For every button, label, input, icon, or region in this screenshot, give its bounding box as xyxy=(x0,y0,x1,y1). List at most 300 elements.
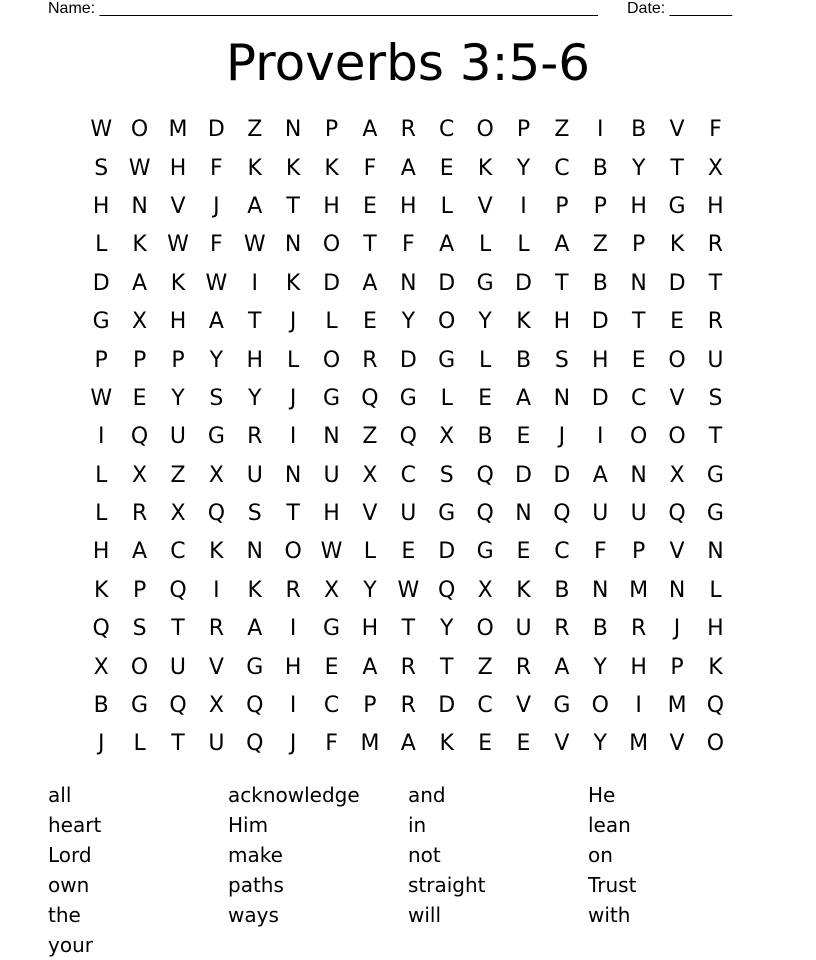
grid-letter: W xyxy=(167,232,189,258)
grid-letter: H xyxy=(592,347,609,373)
grid-letter: U xyxy=(400,501,417,527)
grid-letter: Z xyxy=(247,117,263,143)
grid-letter: D xyxy=(591,309,609,335)
grid-letter: G xyxy=(476,539,494,565)
grid-letter: M xyxy=(629,577,649,603)
grid-letter: X xyxy=(132,462,148,488)
grid-letter: M xyxy=(667,693,687,719)
grid-letter: P xyxy=(363,693,377,719)
grid-letter: K xyxy=(93,577,109,603)
grid-letter: R xyxy=(400,117,416,143)
grid-letter: E xyxy=(670,309,684,335)
grid-letter: B xyxy=(592,270,608,296)
grid-letter: E xyxy=(439,155,454,181)
grid-letter: V xyxy=(362,501,378,527)
grid-letter: Q xyxy=(207,501,226,527)
grid-letter: T xyxy=(363,232,377,258)
grid-letter: X xyxy=(208,462,224,488)
grid-letter: F xyxy=(210,232,223,258)
grid-letter: Z xyxy=(362,424,378,450)
grid-letter: E xyxy=(362,309,377,335)
grid-letter: A xyxy=(132,270,148,296)
grid-letter: F xyxy=(363,155,377,181)
grid-letter: L xyxy=(709,577,722,603)
word-bank-item: paths xyxy=(228,873,284,897)
grid-letter: A xyxy=(515,385,532,411)
grid-letter: Y xyxy=(363,577,377,603)
grid-letter: P xyxy=(593,193,607,219)
grid-letter: E xyxy=(478,731,493,757)
word-bank-item: heart xyxy=(48,813,102,837)
grid-letter: F xyxy=(709,117,722,143)
grid-letter: R xyxy=(707,309,724,335)
grid-letter: D xyxy=(553,462,571,488)
grid-letter: T xyxy=(171,731,185,757)
grid-letter: X xyxy=(93,654,109,680)
grid-letter: P xyxy=(132,577,147,603)
grid-letter: U xyxy=(707,347,724,373)
grid-letter: D xyxy=(92,270,110,296)
grid-letter: Q xyxy=(668,501,686,527)
grid-letter: X xyxy=(324,577,340,603)
grid-letter: X xyxy=(669,462,685,488)
grid-letter: X xyxy=(170,501,186,527)
grid-letter: L xyxy=(325,309,338,335)
grid-letter: W xyxy=(320,539,343,565)
grid-letter: I xyxy=(597,424,604,450)
word-bank-item: He xyxy=(588,783,616,807)
grid-letter: P xyxy=(171,347,185,373)
grid-letter: I xyxy=(520,193,527,219)
grid-letter: S xyxy=(554,347,569,373)
grid-letter: K xyxy=(209,539,224,565)
grid-letter: P xyxy=(555,193,569,219)
grid-letter: V xyxy=(515,693,532,719)
grid-letter: C xyxy=(400,462,416,488)
grid-letter: K xyxy=(708,654,723,680)
grid-letter: G xyxy=(553,693,571,719)
grid-letter: O xyxy=(476,117,494,143)
grid-letter: E xyxy=(401,539,416,565)
grid-letter: U xyxy=(169,424,187,450)
grid-letter: L xyxy=(478,232,492,258)
word-bank-item: straight xyxy=(408,873,486,897)
word-bank-item: in xyxy=(408,813,427,837)
grid-letter: N xyxy=(630,270,647,296)
grid-letter: Y xyxy=(593,731,607,757)
grid-letter: T xyxy=(171,616,185,642)
grid-letter: Z xyxy=(477,654,493,680)
grid-letter: H xyxy=(400,193,417,219)
grid-letter: Y xyxy=(171,385,185,411)
word-bank-item: Him xyxy=(228,813,269,837)
grid-letter: N xyxy=(515,501,532,527)
grid-letter: K xyxy=(170,270,186,296)
grid-letter: S xyxy=(247,501,262,527)
grid-letter: B xyxy=(631,117,647,143)
grid-letter: V xyxy=(669,117,685,143)
grid-letter: Q xyxy=(169,577,187,603)
grid-letter: M xyxy=(360,731,380,757)
grid-letter: N xyxy=(131,193,148,219)
grid-letter: L xyxy=(95,232,108,258)
grid-letter: S xyxy=(94,155,109,181)
grid-letter: V xyxy=(669,539,685,565)
grid-letter: P xyxy=(670,654,684,680)
grid-letter: V xyxy=(554,731,570,757)
grid-letter: G xyxy=(131,693,149,719)
grid-letter: N xyxy=(400,270,417,296)
grid-letter: G xyxy=(706,462,724,488)
grid-letter: A xyxy=(362,117,378,143)
grid-letter: Q xyxy=(476,501,494,527)
grid-letter: D xyxy=(668,270,686,296)
grid-letter: C xyxy=(630,385,647,411)
word-bank xyxy=(48,780,768,960)
grid-letter: I xyxy=(635,693,642,719)
grid-letter: Y xyxy=(516,155,531,181)
grid-letter: S xyxy=(132,616,147,642)
grid-letter: R xyxy=(208,616,225,642)
grid-letter: Z xyxy=(170,462,186,488)
grid-letter: O xyxy=(130,654,149,680)
grid-letter: L xyxy=(95,501,108,527)
grid-letter: V xyxy=(669,385,685,411)
grid-letter: U xyxy=(592,501,609,527)
grid-letter: K xyxy=(247,577,262,603)
grid-letter: I xyxy=(289,616,297,642)
grid-letter: O xyxy=(322,232,341,258)
grid-letter: L xyxy=(440,193,453,219)
grid-letter: B xyxy=(515,347,532,373)
grid-letter: A xyxy=(247,616,263,642)
word-bank-item: your xyxy=(48,933,93,957)
word-bank-item: all xyxy=(48,783,72,807)
grid-letter: E xyxy=(362,193,377,219)
grid-letter: D xyxy=(399,347,417,373)
grid-letter: C xyxy=(554,155,570,181)
grid-letter: H xyxy=(92,539,110,565)
grid-letter: H xyxy=(92,193,110,219)
grid-letter: Y xyxy=(593,654,607,680)
grid-letter: P xyxy=(324,117,339,143)
grid-letter: T xyxy=(708,270,723,296)
grid-letter: B xyxy=(477,424,493,450)
word-bank-item: Lord xyxy=(48,843,92,867)
grid-letter: W xyxy=(243,232,266,258)
grid-letter: F xyxy=(210,155,223,181)
grid-letter: I xyxy=(213,577,220,603)
grid-letter: K xyxy=(439,731,454,757)
grid-letter: A xyxy=(132,539,148,565)
grid-letter: B xyxy=(592,616,608,642)
word-bank-item: on xyxy=(588,843,613,867)
grid-letter: B xyxy=(554,577,570,603)
grid-letter: O xyxy=(706,731,725,757)
grid-letter: U xyxy=(323,462,340,488)
grid-letter: O xyxy=(130,117,149,143)
grid-letter: H xyxy=(323,193,340,219)
grid-letter: G xyxy=(323,616,341,642)
grid-letter: A xyxy=(554,232,570,258)
grid-letter: A xyxy=(362,654,378,680)
grid-letter: W xyxy=(90,117,113,143)
grid-letter: K xyxy=(516,309,531,335)
grid-letter: L xyxy=(133,731,146,757)
grid-letter: O xyxy=(591,693,609,719)
grid-letter: D xyxy=(515,270,532,296)
grid-letter: N xyxy=(284,232,302,258)
grid-letter: L xyxy=(363,539,377,565)
grid-letter: K xyxy=(132,232,147,258)
grid-letter: M xyxy=(168,117,188,143)
grid-letter: P xyxy=(132,347,147,373)
word-bank-item: will xyxy=(408,903,442,927)
grid-letter: I xyxy=(251,270,258,296)
grid-letter: Y xyxy=(209,347,224,373)
grid-letter: K xyxy=(516,577,531,603)
grid-letter: P xyxy=(632,232,646,258)
grid-letter: Z xyxy=(592,232,608,258)
grid-letter: Q xyxy=(169,693,187,719)
grid-letter: K xyxy=(669,232,685,258)
grid-letter: D xyxy=(323,270,341,296)
grid-letter: R xyxy=(707,232,724,258)
grid-letter: A xyxy=(592,462,608,488)
grid-letter: A xyxy=(208,309,224,335)
grid-letter: W xyxy=(90,385,113,411)
grid-letter: D xyxy=(515,462,532,488)
grid-letter: F xyxy=(593,539,607,565)
grid-letter: H xyxy=(630,193,647,219)
grid-letter: X xyxy=(707,155,723,181)
grid-letter: A xyxy=(247,193,263,219)
grid-letter: G xyxy=(246,654,264,680)
grid-letter: U xyxy=(515,616,532,642)
grid-letter: H xyxy=(284,654,302,680)
grid-letter: N xyxy=(284,117,302,143)
grid-letter: Q xyxy=(553,501,571,527)
grid-letter: Q xyxy=(706,693,725,719)
grid-letter: W xyxy=(205,270,228,296)
date-field-label: Date: _______ xyxy=(627,0,732,17)
grid-letter: N xyxy=(668,577,686,603)
grid-letter: P xyxy=(632,539,646,565)
grid-letter: C xyxy=(170,539,186,565)
grid-letter: V xyxy=(477,193,493,219)
word-bank-item: acknowledge xyxy=(228,783,360,807)
grid-letter: R xyxy=(554,616,570,642)
grid-letter: C xyxy=(477,693,493,719)
grid-letter: D xyxy=(438,539,456,565)
grid-letter: G xyxy=(438,347,456,373)
grid-letter: Q xyxy=(130,424,149,450)
grid-letter: O xyxy=(438,309,456,335)
grid-letter: O xyxy=(322,347,341,373)
grid-letter: H xyxy=(169,309,187,335)
grid-letter: H xyxy=(246,347,264,373)
grid-letter: B xyxy=(93,693,109,719)
grid-letter: T xyxy=(670,155,684,181)
grid-letter: J xyxy=(289,309,297,335)
grid-letter: T xyxy=(631,309,646,335)
grid-letter: P xyxy=(94,347,108,373)
grid-letter: A xyxy=(439,232,455,258)
grid-letter: W xyxy=(128,155,151,181)
grid-letter: T xyxy=(286,501,300,527)
grid-letter: Y xyxy=(248,385,262,411)
grid-letter: H xyxy=(169,155,187,181)
grid-letter: J xyxy=(97,731,105,757)
grid-letter: D xyxy=(207,117,225,143)
grid-letter: C xyxy=(554,539,570,565)
grid-letter: E xyxy=(516,539,531,565)
grid-letter: R xyxy=(515,654,532,680)
word-bank-item: with xyxy=(588,903,631,927)
grid-letter: G xyxy=(668,193,686,219)
word-bank-item: make xyxy=(228,843,283,867)
grid-letter: G xyxy=(92,309,110,335)
grid-letter: Q xyxy=(92,616,110,642)
grid-letter: N xyxy=(323,424,340,450)
grid-letter: A xyxy=(400,155,416,181)
grid-letter: T xyxy=(286,193,300,219)
grid-letter: A xyxy=(554,654,570,680)
grid-letter: E xyxy=(516,424,531,450)
grid-letter: J xyxy=(213,193,220,219)
grid-letter: H xyxy=(630,654,647,680)
grid-letter: A xyxy=(400,731,416,757)
grid-letter: Q xyxy=(399,424,417,450)
grid-letter: T xyxy=(555,270,569,296)
grid-letter: J xyxy=(289,385,297,411)
grid-letter: D xyxy=(438,693,456,719)
grid-letter: U xyxy=(208,731,225,757)
grid-letter: I xyxy=(97,424,105,450)
grid-letter: R xyxy=(131,501,148,527)
grid-letter: X xyxy=(362,462,378,488)
grid-letter: G xyxy=(323,385,341,411)
grid-letter: N xyxy=(246,539,263,565)
word-bank-item: lean xyxy=(588,813,631,837)
grid-letter: X xyxy=(132,309,148,335)
grid-letter: Y xyxy=(631,155,646,181)
grid-letter: S xyxy=(439,462,454,488)
grid-letter: I xyxy=(597,117,604,143)
grid-letter: O xyxy=(476,616,494,642)
grid-letter: K xyxy=(324,155,339,181)
grid-letter: O xyxy=(630,424,648,450)
grid-letter: E xyxy=(631,347,646,373)
grid-letter: L xyxy=(440,385,453,411)
grid-letter: G xyxy=(207,424,225,450)
word-bank-item: Trust xyxy=(588,873,637,897)
grid-letter: W xyxy=(397,577,420,603)
grid-letter: T xyxy=(248,309,262,335)
grid-letter: G xyxy=(438,501,456,527)
grid-letter: E xyxy=(516,731,531,757)
grid-letter: Q xyxy=(476,462,494,488)
grid-letter: D xyxy=(438,270,456,296)
word-bank-item: the xyxy=(48,903,81,927)
grid-letter: N xyxy=(630,462,647,488)
grid-letter: R xyxy=(247,424,263,450)
grid-letter: Q xyxy=(246,731,264,757)
grid-letter: Y xyxy=(401,309,416,335)
grid-letter: N xyxy=(707,539,724,565)
grid-letter: Q xyxy=(246,693,264,719)
grid-letter: G xyxy=(706,501,724,527)
grid-letter: R xyxy=(400,693,416,719)
grid-letter: A xyxy=(362,270,378,296)
grid-letter: R xyxy=(631,616,647,642)
grid-letter: U xyxy=(630,501,647,527)
page-title: Proverbs 3:5-6 xyxy=(225,34,591,92)
grid-letter: J xyxy=(558,424,566,450)
grid-letter: N xyxy=(592,577,609,603)
grid-letter: H xyxy=(553,309,571,335)
grid-letter: S xyxy=(708,385,723,411)
grid-letter: L xyxy=(95,462,108,488)
grid-letter: Y xyxy=(478,309,492,335)
grid-letter: H xyxy=(707,193,724,219)
grid-letter: C xyxy=(323,693,340,719)
grid-letter: I xyxy=(289,693,297,719)
grid-letter: I xyxy=(289,424,297,450)
grid-letter: M xyxy=(629,731,649,757)
grid-letter: E xyxy=(132,385,147,411)
word-search-grid xyxy=(82,111,735,764)
grid-letter: L xyxy=(287,347,300,373)
grid-letter: E xyxy=(324,654,339,680)
grid-letter: K xyxy=(285,270,301,296)
grid-letter: Q xyxy=(438,577,456,603)
grid-letter: H xyxy=(323,501,340,527)
grid-letter: F xyxy=(325,731,338,757)
grid-letter: U xyxy=(169,654,187,680)
grid-letter: G xyxy=(399,385,417,411)
grid-letter: N xyxy=(284,462,302,488)
word-bank-item: ways xyxy=(228,903,279,927)
grid-letter: P xyxy=(516,117,531,143)
word-bank-item: and xyxy=(408,783,446,807)
grid-letter: N xyxy=(553,385,571,411)
grid-letter: H xyxy=(361,616,379,642)
grid-letter: G xyxy=(476,270,494,296)
grid-letter: O xyxy=(668,424,686,450)
grid-letter: O xyxy=(668,347,686,373)
grid-letter: Z xyxy=(554,117,570,143)
grid-letter: C xyxy=(439,117,455,143)
grid-letter: J xyxy=(289,731,297,757)
grid-letter: L xyxy=(517,232,530,258)
grid-letter: T xyxy=(401,616,416,642)
grid-letter: S xyxy=(209,385,224,411)
grid-letter: X xyxy=(439,424,455,450)
grid-letter: E xyxy=(478,385,493,411)
grid-letter: H xyxy=(707,616,724,642)
name-field-label: Name: ________________________________________________________ xyxy=(48,0,598,17)
grid-letter: X xyxy=(477,577,493,603)
grid-letter: U xyxy=(246,462,263,488)
grid-letter: V xyxy=(669,731,685,757)
grid-letter: R xyxy=(400,654,416,680)
grid-letter: V xyxy=(170,193,186,219)
grid-letter: L xyxy=(478,347,492,373)
grid-letter: T xyxy=(708,424,723,450)
grid-letter: O xyxy=(284,539,302,565)
grid-letter: T xyxy=(439,654,454,680)
